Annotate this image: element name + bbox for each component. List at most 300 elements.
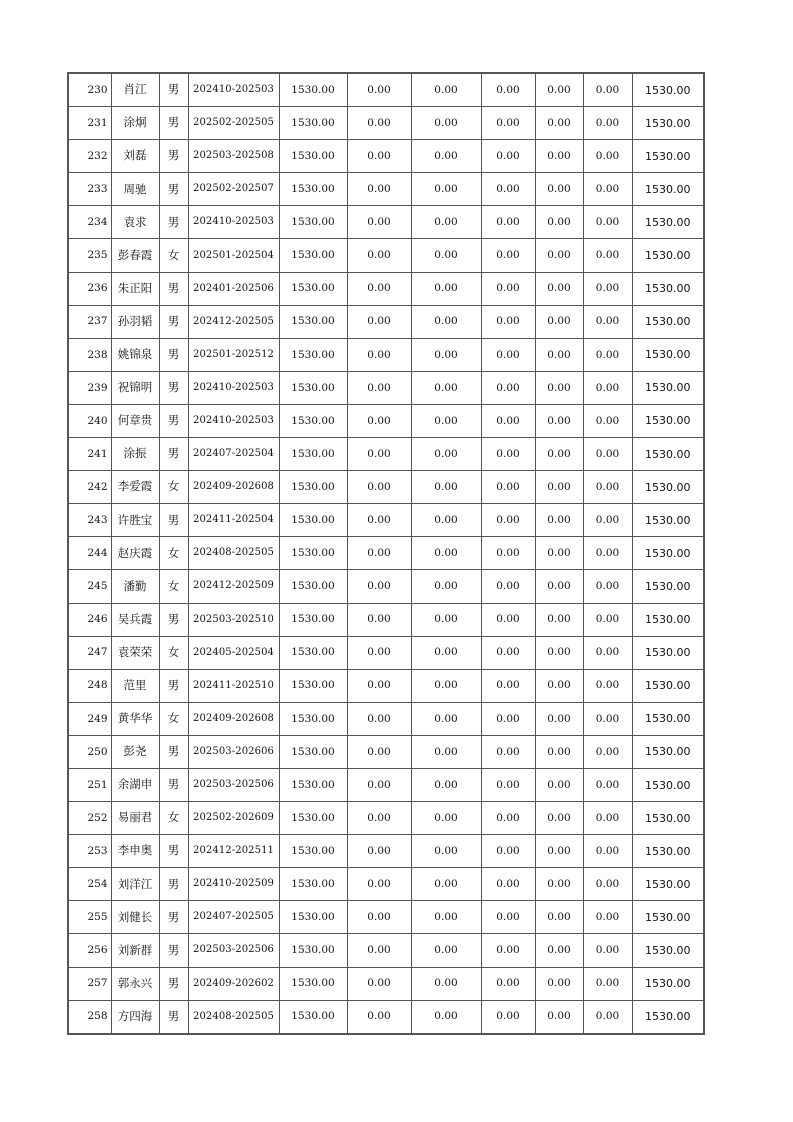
- amount-cell: 0.00: [481, 173, 535, 206]
- amount-cell: 0.00: [535, 901, 583, 934]
- name-cell: 何章贵: [111, 404, 159, 437]
- amount-cell: 1530.00: [279, 140, 347, 173]
- row-number: 238: [68, 338, 111, 371]
- amount-cell: 0.00: [481, 338, 535, 371]
- amount-cell: 0.00: [411, 934, 481, 967]
- amount-cell: 0.00: [481, 934, 535, 967]
- period-cell: 202409-202608: [188, 471, 279, 504]
- amount-cell: 0.00: [347, 967, 411, 1000]
- amount-cell: 0.00: [583, 371, 632, 404]
- total-cell: 1530.00: [632, 636, 704, 669]
- table-row: [68, 504, 704, 537]
- amount-cell: 0.00: [347, 1000, 411, 1034]
- amount-cell: 0.00: [535, 206, 583, 239]
- name-cell: 肖江: [111, 73, 159, 107]
- amount-cell: 0.00: [347, 404, 411, 437]
- amount-cell: 0.00: [411, 504, 481, 537]
- amount-cell: 0.00: [347, 206, 411, 239]
- amount-cell: 0.00: [411, 73, 481, 107]
- total-cell: 1530.00: [632, 901, 704, 934]
- amount-cell: 1530.00: [279, 73, 347, 107]
- amount-cell: 0.00: [583, 305, 632, 338]
- amount-cell: 0.00: [535, 140, 583, 173]
- table-row: [68, 570, 704, 603]
- row-number: 257: [68, 967, 111, 1000]
- gender-cell: 男: [159, 768, 188, 801]
- name-cell: 郭永兴: [111, 967, 159, 1000]
- amount-cell: 0.00: [481, 438, 535, 471]
- table-row: [68, 438, 704, 471]
- period-cell: 202501-202512: [188, 338, 279, 371]
- amount-cell: 0.00: [535, 305, 583, 338]
- amount-cell: 0.00: [347, 173, 411, 206]
- amount-cell: 1530.00: [279, 107, 347, 140]
- table-row: [68, 702, 704, 735]
- total-cell: 1530.00: [632, 73, 704, 107]
- amount-cell: 1530.00: [279, 537, 347, 570]
- amount-cell: 0.00: [347, 802, 411, 835]
- total-cell: 1530.00: [632, 1000, 704, 1034]
- amount-cell: 0.00: [411, 702, 481, 735]
- amount-cell: 0.00: [481, 140, 535, 173]
- amount-cell: 0.00: [347, 636, 411, 669]
- table-row: [68, 868, 704, 901]
- amount-cell: 0.00: [535, 272, 583, 305]
- name-cell: 刘新群: [111, 934, 159, 967]
- amount-cell: 0.00: [481, 107, 535, 140]
- amount-cell: 0.00: [481, 735, 535, 768]
- subsidy-table: [67, 72, 705, 1035]
- amount-cell: 0.00: [535, 404, 583, 437]
- amount-cell: 1530.00: [279, 669, 347, 702]
- table-row: [68, 338, 704, 371]
- amount-cell: 0.00: [535, 371, 583, 404]
- row-number: 246: [68, 603, 111, 636]
- amount-cell: 0.00: [481, 835, 535, 868]
- table-row: [68, 206, 704, 239]
- total-cell: 1530.00: [632, 107, 704, 140]
- gender-cell: 男: [159, 1000, 188, 1034]
- amount-cell: 0.00: [481, 371, 535, 404]
- amount-cell: 1530.00: [279, 702, 347, 735]
- total-cell: 1530.00: [632, 140, 704, 173]
- gender-cell: 男: [159, 206, 188, 239]
- period-cell: 202409-202608: [188, 702, 279, 735]
- table-row: [68, 404, 704, 437]
- amount-cell: 0.00: [411, 471, 481, 504]
- table-row: [68, 835, 704, 868]
- period-cell: 202410-202503: [188, 73, 279, 107]
- amount-cell: 0.00: [583, 835, 632, 868]
- period-cell: 202408-202505: [188, 1000, 279, 1034]
- amount-cell: 0.00: [347, 702, 411, 735]
- amount-cell: 0.00: [347, 901, 411, 934]
- amount-cell: 0.00: [583, 802, 632, 835]
- gender-cell: 女: [159, 636, 188, 669]
- table-row: [68, 471, 704, 504]
- amount-cell: 0.00: [583, 934, 632, 967]
- amount-cell: 1530.00: [279, 338, 347, 371]
- gender-cell: 女: [159, 570, 188, 603]
- row-number: 244: [68, 537, 111, 570]
- amount-cell: 0.00: [411, 107, 481, 140]
- amount-cell: 0.00: [583, 636, 632, 669]
- period-cell: 202411-202510: [188, 669, 279, 702]
- gender-cell: 男: [159, 73, 188, 107]
- amount-cell: 0.00: [347, 603, 411, 636]
- amount-cell: 1530.00: [279, 206, 347, 239]
- gender-cell: 男: [159, 173, 188, 206]
- amount-cell: 0.00: [411, 438, 481, 471]
- gender-cell: 女: [159, 802, 188, 835]
- period-cell: 202410-202503: [188, 404, 279, 437]
- amount-cell: 1530.00: [279, 272, 347, 305]
- name-cell: 李申奥: [111, 835, 159, 868]
- total-cell: 1530.00: [632, 305, 704, 338]
- amount-cell: 1530.00: [279, 1000, 347, 1034]
- period-cell: 202407-202505: [188, 901, 279, 934]
- amount-cell: 0.00: [535, 471, 583, 504]
- total-cell: 1530.00: [632, 669, 704, 702]
- amount-cell: 0.00: [347, 471, 411, 504]
- amount-cell: 0.00: [583, 735, 632, 768]
- name-cell: 易丽君: [111, 802, 159, 835]
- table-row: [68, 73, 704, 107]
- total-cell: 1530.00: [632, 835, 704, 868]
- amount-cell: 0.00: [411, 239, 481, 272]
- total-cell: 1530.00: [632, 272, 704, 305]
- amount-cell: 1530.00: [279, 636, 347, 669]
- row-number: 258: [68, 1000, 111, 1034]
- row-number: 254: [68, 868, 111, 901]
- total-cell: 1530.00: [632, 173, 704, 206]
- amount-cell: 0.00: [481, 471, 535, 504]
- gender-cell: 男: [159, 868, 188, 901]
- amount-cell: 0.00: [535, 934, 583, 967]
- name-cell: 孙羽韬: [111, 305, 159, 338]
- name-cell: 刘健长: [111, 901, 159, 934]
- amount-cell: 0.00: [583, 471, 632, 504]
- amount-cell: 0.00: [481, 967, 535, 1000]
- row-number: 256: [68, 934, 111, 967]
- amount-cell: 0.00: [411, 537, 481, 570]
- amount-cell: 0.00: [583, 901, 632, 934]
- table-row: [68, 1000, 704, 1034]
- table-row: [68, 537, 704, 570]
- total-cell: 1530.00: [632, 802, 704, 835]
- amount-cell: 0.00: [583, 702, 632, 735]
- name-cell: 祝锦明: [111, 371, 159, 404]
- amount-cell: 0.00: [481, 868, 535, 901]
- row-number: 239: [68, 371, 111, 404]
- row-number: 248: [68, 669, 111, 702]
- amount-cell: 0.00: [347, 107, 411, 140]
- amount-cell: 0.00: [535, 768, 583, 801]
- period-cell: 202503-202508: [188, 140, 279, 173]
- table-row: [68, 967, 704, 1000]
- row-number: 242: [68, 471, 111, 504]
- amount-cell: 0.00: [583, 272, 632, 305]
- table-row: [68, 107, 704, 140]
- gender-cell: 男: [159, 107, 188, 140]
- period-cell: 202408-202505: [188, 537, 279, 570]
- row-number: 236: [68, 272, 111, 305]
- amount-cell: 0.00: [583, 140, 632, 173]
- period-cell: 202410-202503: [188, 371, 279, 404]
- amount-cell: 0.00: [347, 570, 411, 603]
- amount-cell: 0.00: [481, 570, 535, 603]
- table-body: [68, 73, 704, 1034]
- name-cell: 袁求: [111, 206, 159, 239]
- period-cell: 202502-202505: [188, 107, 279, 140]
- amount-cell: 0.00: [535, 702, 583, 735]
- amount-cell: 0.00: [535, 868, 583, 901]
- amount-cell: 0.00: [411, 305, 481, 338]
- amount-cell: 0.00: [411, 206, 481, 239]
- gender-cell: 男: [159, 934, 188, 967]
- period-cell: 202503-202506: [188, 768, 279, 801]
- amount-cell: 0.00: [347, 73, 411, 107]
- amount-cell: 0.00: [411, 272, 481, 305]
- row-number: 253: [68, 835, 111, 868]
- row-number: 249: [68, 702, 111, 735]
- amount-cell: 1530.00: [279, 835, 347, 868]
- name-cell: 李爱霞: [111, 471, 159, 504]
- amount-cell: 0.00: [347, 735, 411, 768]
- row-number: 231: [68, 107, 111, 140]
- amount-cell: 0.00: [411, 338, 481, 371]
- total-cell: 1530.00: [632, 239, 704, 272]
- period-cell: 202410-202509: [188, 868, 279, 901]
- amount-cell: 0.00: [535, 107, 583, 140]
- amount-cell: 0.00: [347, 768, 411, 801]
- total-cell: 1530.00: [632, 702, 704, 735]
- amount-cell: 0.00: [583, 438, 632, 471]
- name-cell: 袁荣荣: [111, 636, 159, 669]
- amount-cell: 0.00: [347, 438, 411, 471]
- amount-cell: 1530.00: [279, 901, 347, 934]
- gender-cell: 男: [159, 272, 188, 305]
- gender-cell: 男: [159, 404, 188, 437]
- period-cell: 202401-202506: [188, 272, 279, 305]
- amount-cell: 0.00: [583, 868, 632, 901]
- row-number: 245: [68, 570, 111, 603]
- name-cell: 方四海: [111, 1000, 159, 1034]
- amount-cell: 0.00: [347, 239, 411, 272]
- amount-cell: 0.00: [411, 140, 481, 173]
- amount-cell: 0.00: [481, 73, 535, 107]
- gender-cell: 男: [159, 305, 188, 338]
- table-row: [68, 140, 704, 173]
- gender-cell: 女: [159, 239, 188, 272]
- amount-cell: 1530.00: [279, 868, 347, 901]
- amount-cell: 0.00: [535, 802, 583, 835]
- amount-cell: 0.00: [347, 669, 411, 702]
- name-cell: 姚锦泉: [111, 338, 159, 371]
- gender-cell: 女: [159, 537, 188, 570]
- amount-cell: 0.00: [535, 504, 583, 537]
- amount-cell: 0.00: [481, 768, 535, 801]
- row-number: 252: [68, 802, 111, 835]
- table-row: [68, 735, 704, 768]
- amount-cell: 0.00: [583, 206, 632, 239]
- amount-cell: 1530.00: [279, 967, 347, 1000]
- total-cell: 1530.00: [632, 404, 704, 437]
- total-cell: 1530.00: [632, 768, 704, 801]
- table-row: [68, 305, 704, 338]
- amount-cell: 0.00: [411, 570, 481, 603]
- total-cell: 1530.00: [632, 371, 704, 404]
- amount-cell: 0.00: [583, 107, 632, 140]
- gender-cell: 男: [159, 140, 188, 173]
- period-cell: 202503-202510: [188, 603, 279, 636]
- amount-cell: 0.00: [535, 669, 583, 702]
- amount-cell: 0.00: [535, 835, 583, 868]
- name-cell: 涂炯: [111, 107, 159, 140]
- amount-cell: 0.00: [411, 735, 481, 768]
- period-cell: 202410-202503: [188, 206, 279, 239]
- name-cell: 刘洋江: [111, 868, 159, 901]
- period-cell: 202409-202602: [188, 967, 279, 1000]
- row-number: 255: [68, 901, 111, 934]
- amount-cell: 1530.00: [279, 735, 347, 768]
- amount-cell: 0.00: [481, 802, 535, 835]
- period-cell: 202405-202504: [188, 636, 279, 669]
- table-row: [68, 239, 704, 272]
- amount-cell: 0.00: [535, 239, 583, 272]
- amount-cell: 0.00: [481, 901, 535, 934]
- gender-cell: 男: [159, 669, 188, 702]
- period-cell: 202503-202506: [188, 934, 279, 967]
- table-row: [68, 669, 704, 702]
- amount-cell: 1530.00: [279, 404, 347, 437]
- amount-cell: 0.00: [411, 636, 481, 669]
- amount-cell: 0.00: [535, 338, 583, 371]
- amount-cell: 0.00: [411, 901, 481, 934]
- amount-cell: 0.00: [583, 504, 632, 537]
- amount-cell: 0.00: [347, 934, 411, 967]
- amount-cell: 0.00: [411, 1000, 481, 1034]
- name-cell: 彭尧: [111, 735, 159, 768]
- amount-cell: 0.00: [411, 371, 481, 404]
- amount-cell: 0.00: [481, 404, 535, 437]
- amount-cell: 1530.00: [279, 768, 347, 801]
- name-cell: 周驰: [111, 173, 159, 206]
- name-cell: 彭春霞: [111, 239, 159, 272]
- amount-cell: 0.00: [535, 537, 583, 570]
- gender-cell: 男: [159, 603, 188, 636]
- name-cell: 吴兵霞: [111, 603, 159, 636]
- row-number: 230: [68, 73, 111, 107]
- amount-cell: 0.00: [481, 239, 535, 272]
- amount-cell: 1530.00: [279, 438, 347, 471]
- amount-cell: 0.00: [411, 835, 481, 868]
- total-cell: 1530.00: [632, 206, 704, 239]
- name-cell: 朱正阳: [111, 272, 159, 305]
- amount-cell: 0.00: [583, 173, 632, 206]
- total-cell: 1530.00: [632, 338, 704, 371]
- gender-cell: 男: [159, 338, 188, 371]
- amount-cell: 0.00: [583, 1000, 632, 1034]
- total-cell: 1530.00: [632, 438, 704, 471]
- amount-cell: 0.00: [347, 371, 411, 404]
- period-cell: 202502-202507: [188, 173, 279, 206]
- row-number: 247: [68, 636, 111, 669]
- amount-cell: 0.00: [347, 338, 411, 371]
- name-cell: 余湖申: [111, 768, 159, 801]
- amount-cell: 1530.00: [279, 371, 347, 404]
- amount-cell: 1530.00: [279, 305, 347, 338]
- amount-cell: 0.00: [535, 73, 583, 107]
- period-cell: 202503-202606: [188, 735, 279, 768]
- amount-cell: 0.00: [481, 1000, 535, 1034]
- row-number: 241: [68, 438, 111, 471]
- amount-cell: 0.00: [481, 702, 535, 735]
- amount-cell: 0.00: [535, 636, 583, 669]
- row-number: 233: [68, 173, 111, 206]
- name-cell: 潘勤: [111, 570, 159, 603]
- table-row: [68, 802, 704, 835]
- row-number: 237: [68, 305, 111, 338]
- amount-cell: 0.00: [481, 636, 535, 669]
- amount-cell: 0.00: [583, 338, 632, 371]
- table-row: [68, 768, 704, 801]
- period-cell: 202412-202505: [188, 305, 279, 338]
- amount-cell: 0.00: [481, 305, 535, 338]
- gender-cell: 女: [159, 471, 188, 504]
- total-cell: 1530.00: [632, 603, 704, 636]
- gender-cell: 男: [159, 735, 188, 768]
- total-cell: 1530.00: [632, 504, 704, 537]
- total-cell: 1530.00: [632, 570, 704, 603]
- total-cell: 1530.00: [632, 868, 704, 901]
- name-cell: 范里: [111, 669, 159, 702]
- gender-cell: 女: [159, 702, 188, 735]
- amount-cell: 1530.00: [279, 934, 347, 967]
- amount-cell: 0.00: [411, 768, 481, 801]
- amount-cell: 0.00: [583, 669, 632, 702]
- amount-cell: 0.00: [535, 173, 583, 206]
- amount-cell: 1530.00: [279, 173, 347, 206]
- period-cell: 202411-202504: [188, 504, 279, 537]
- table-row: [68, 272, 704, 305]
- amount-cell: 1530.00: [279, 570, 347, 603]
- amount-cell: 0.00: [583, 537, 632, 570]
- amount-cell: 0.00: [481, 504, 535, 537]
- gender-cell: 男: [159, 438, 188, 471]
- amount-cell: 0.00: [583, 603, 632, 636]
- amount-cell: 0.00: [535, 570, 583, 603]
- total-cell: 1530.00: [632, 934, 704, 967]
- amount-cell: 0.00: [411, 802, 481, 835]
- amount-cell: 0.00: [347, 140, 411, 173]
- name-cell: 黄华华: [111, 702, 159, 735]
- name-cell: 赵庆霞: [111, 537, 159, 570]
- amount-cell: 0.00: [411, 173, 481, 206]
- row-number: 243: [68, 504, 111, 537]
- amount-cell: 0.00: [535, 967, 583, 1000]
- gender-cell: 男: [159, 371, 188, 404]
- amount-cell: 0.00: [347, 868, 411, 901]
- table-row: [68, 371, 704, 404]
- amount-cell: 1530.00: [279, 239, 347, 272]
- amount-cell: 0.00: [583, 768, 632, 801]
- amount-cell: 0.00: [535, 735, 583, 768]
- amount-cell: 0.00: [481, 669, 535, 702]
- amount-cell: 1530.00: [279, 471, 347, 504]
- row-number: 250: [68, 735, 111, 768]
- total-cell: 1530.00: [632, 537, 704, 570]
